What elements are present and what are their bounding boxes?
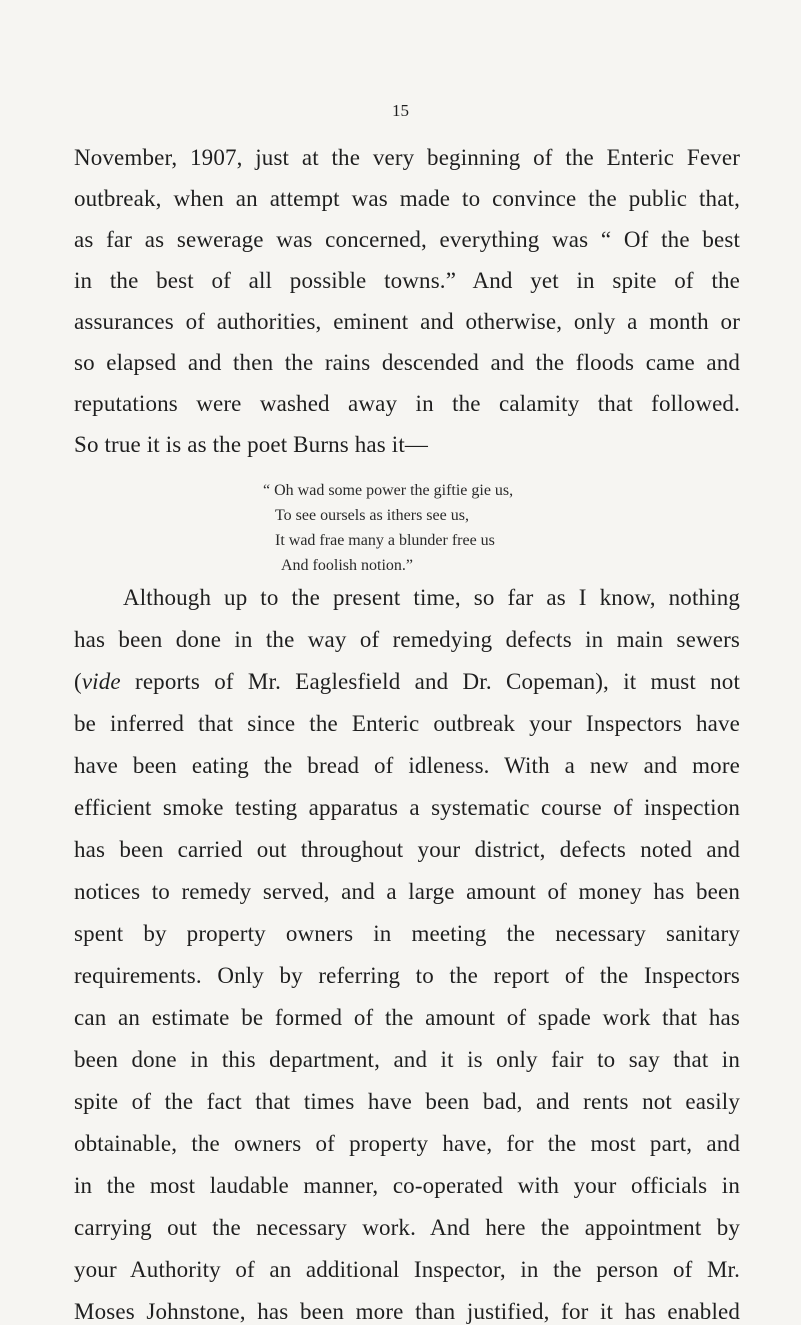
paragraph-2-line: have been eating the bread of idleness. With a new and more — [74, 753, 740, 778]
paragraph-2-line: spent by property owners in meeting the necessary sanitary — [74, 921, 740, 946]
paragraph-2-line: Moses Johnstone, has been more than justified, for it has enabled — [74, 1299, 740, 1324]
paragraph-1-line: So true it is as the poet Burns has it— — [74, 432, 429, 457]
page-number: 15 — [392, 101, 409, 120]
paragraph-2-line — [74, 669, 740, 695]
paragraph-2-line: obtainable, the owners of property have, for the most part, and — [74, 1131, 740, 1156]
paragraph-2-line: be inferred that since the Enteric outbreak your Inspectors have — [74, 711, 740, 736]
poem-line: “ Oh wad some power the giftie gie us, — [263, 482, 514, 499]
paragraph-1-line: outbreak, when an attempt was made to convince the public that, — [74, 186, 740, 211]
paragraph-2-line: requirements. Only by referring to the report of the Inspectors — [74, 963, 740, 988]
line-text: reports of Mr. Eaglesfield and Dr. Copeman), it must not — [120, 669, 740, 694]
paragraph-2-line: notices to remedy served, and a large amount of money has been — [74, 879, 740, 904]
poem-line: It wad frae many a blunder free us — [275, 532, 495, 549]
paragraph-2-line: has been done in the way of remedying defects in main sewers — [74, 627, 740, 652]
open-paren: ( — [74, 669, 82, 694]
paragraph-2-line: carrying out the necessary work. And here the appointment by — [74, 1215, 740, 1240]
paragraph-1-line: reputations were washed away in the calamity that followed. — [74, 391, 740, 416]
paragraph-1-line: assurances of authorities, eminent and otherwise, only a month or — [74, 309, 740, 334]
paragraph-2-line: Although up to the present time, so far as I know, nothing — [123, 585, 740, 610]
paragraph-2-line: efficient smoke testing apparatus a systematic course of inspection — [74, 795, 740, 820]
paragraph-1-line: so elapsed and then the rains descended and the floods came and — [74, 350, 740, 375]
paragraph-2-line: has been carried out throughout your district, defects noted and — [74, 837, 740, 862]
poem-line: To see oursels as ithers see us, — [275, 507, 469, 524]
paragraph-1-line: in the best of all possible towns.” And yet in spite of the — [74, 268, 740, 293]
vide-italic: vide — [81, 669, 121, 694]
paragraph-1-line: as far as sewerage was concerned, everything was “ Of the best — [74, 227, 740, 252]
paragraph-2-line: spite of the fact that times have been bad, and rents not easily — [74, 1089, 740, 1114]
paragraph-1-line: November, 1907, just at the very beginning of the Enteric Fever — [74, 145, 740, 170]
paragraph-2-line: been done in this department, and it is only fair to say that in — [74, 1047, 740, 1072]
paragraph-2-line: can an estimate be formed of the amount of spade work that has — [74, 1005, 740, 1030]
paragraph-2-line: your Authority of an additional Inspector, in the person of Mr. — [74, 1257, 740, 1282]
poem-line: And foolish notion.” — [281, 557, 413, 574]
paragraph-2-line: in the most laudable manner, co-operated with your officials in — [74, 1173, 740, 1198]
